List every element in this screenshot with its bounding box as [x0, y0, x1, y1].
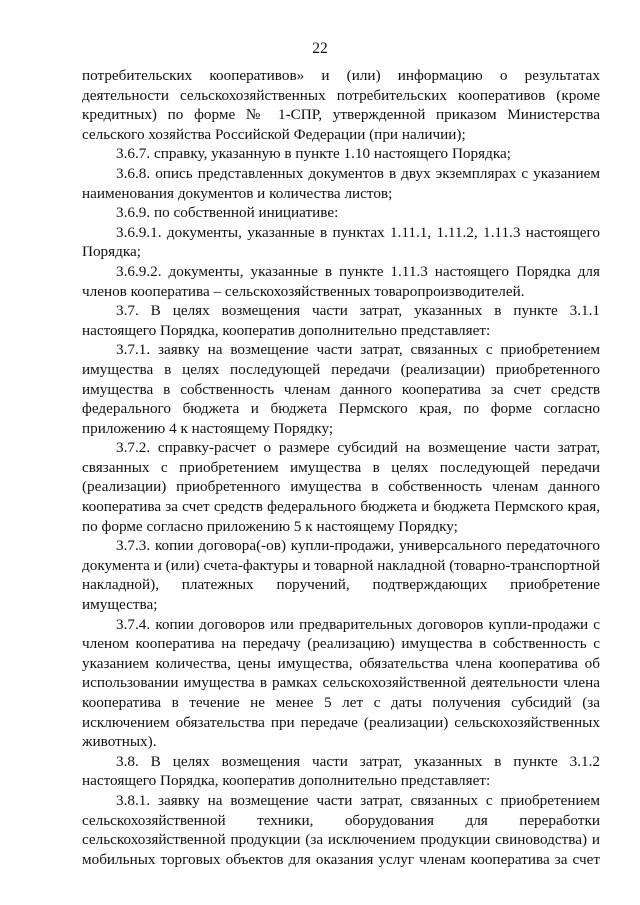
- paragraph-3-6-9-1: 3.6.9.1. документы, указанные в пунктах 1.11.1, 1.11.2, 1.11.3 настоящего Порядка;: [82, 223, 600, 261]
- paragraph-3-7-4: 3.7.4. копии договоров или предварительных договоров купли-продажи с членом кооператива на передачу (реализацию) имущества в собственность с указанием количества, цены имущества, обязательства члена кооператива об использовании имущества в рамках сельскохозяйственной деятельности члена кооператива в течение не менее 5 лет с даты получения субсидий (за исключением обязательства при передаче (реализации) сельскохозяйственных животных).: [82, 615, 600, 751]
- paragraph-3-7-2: 3.7.2. справку-расчет о размере субсидий на возмещение части затрат, связанных с приобретением имущества в целях последующей передачи (реализации) приобретенного имущества в собственность членам данного кооператива за счет средств федерального бюджета и бюджета Пермского края, по форме согласно приложению 5 к настоящему Порядку;: [82, 439, 600, 535]
- paragraph-3-7: 3.7. В целях возмещения части затрат, указанных в пункте 3.1.1 настоящего Порядка, кооператив дополнительно представляет:: [82, 302, 600, 339]
- paragraph-3-6-7: 3.6.7. справку, указанную в пункте 1.10 настоящего Порядка;: [116, 145, 511, 163]
- paragraph-3-7-1: 3.7.1. заявку на возмещение части затрат, связанных с приобретением имущества в целях последующей передачи (реализации) приобретенного имущества в собственность членам данного кооператива за счет средств федерального бюджета и бюджета Пермского края, по форме согласно приложению 4 к настоящему Порядку;: [82, 341, 600, 437]
- document-body: [82, 66, 600, 869]
- paragraph-3-6-9-2: 3.6.9.2. документы, указанные в пункте 1.11.3 настоящего Порядка для членов кооператива – сельскохозяйственных товаропроизводителей.: [82, 262, 600, 300]
- paragraph-3-6-9: 3.6.9. по собственной инициативе:: [116, 204, 339, 222]
- paragraph-3-6-8: 3.6.8. опись представленных документов в двух экземплярах с указанием наименования документов и количества листов;: [82, 164, 600, 202]
- paragraph-3-8: 3.8. В целях возмещения части затрат, указанных в пункте 3.1.2 настоящего Порядка, кооператив дополнительно представляет:: [82, 752, 600, 790]
- paragraph-3-7-3: 3.7.3. копии договора(-ов) купли-продажи, универсального передаточного документа и (или) счета-фактуры и товарной накладной (товарно-транспортной накладной), платежных поручений, подтверждающих приобретение имущества;: [82, 537, 600, 614]
- page-number: 22: [312, 40, 328, 57]
- paragraph-3-8-1: 3.8.1. заявку на возмещение части затрат, связанных с приобретением сельскохозяйственной техники, оборудования для переработки сельскохозяйственной продукции (за исключением продукции свиноводства) и мобильных торговых объектов для оказания услуг членам кооператива за счет: [82, 791, 600, 868]
- paragraph-continuation: потребительских кооперативов» и (или) информацию о результатах деятельности сельскохозяйственных потребительских кооперативов (кроме кредитных) по форме № 1-СПР, утвержденной приказом Министерства сельского хозяйства Российской Федерации (при наличии);: [82, 67, 600, 143]
